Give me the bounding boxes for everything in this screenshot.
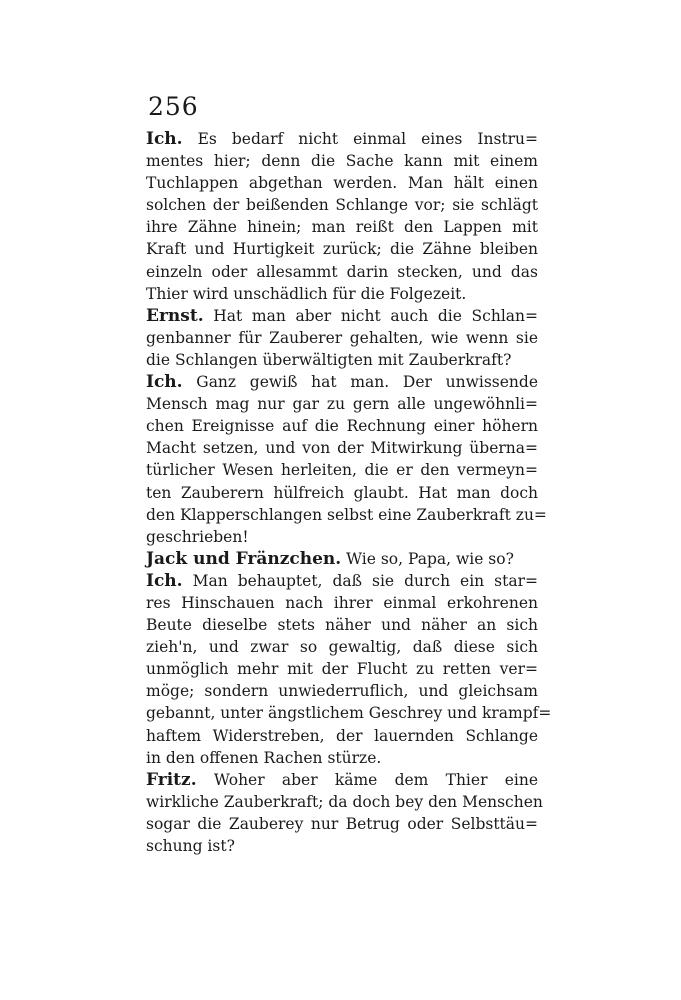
- text-line: [146, 415, 538, 437]
- paragraph: [146, 570, 552, 769]
- line-text: genbanner für Zauberer gehalten, wie wenn sie: [146, 328, 538, 347]
- text-line: [146, 283, 538, 305]
- line-text: Tuchlappen abgethan werden. Man hält einen: [146, 174, 538, 193]
- speaker-name: Jack und Fränzchen.: [146, 548, 342, 569]
- line-text: Mensch mag nur gar zu gern alle ungewöhnli=: [146, 395, 538, 414]
- text-line: [146, 835, 538, 857]
- text-line: [146, 393, 538, 415]
- text-line: [146, 172, 538, 194]
- line-text: Man behauptet, daß sie durch ein star=: [182, 571, 538, 590]
- line-text: möge; sondern unwiederruflich, und gleichsam: [146, 682, 538, 701]
- text-line: [146, 349, 538, 371]
- text-line: [146, 614, 538, 636]
- line-text: Woher aber käme dem Thier eine: [196, 770, 538, 789]
- line-text: ten Zauberern hülfreich glaubt. Hat man doch: [146, 483, 538, 502]
- line-text: haftem Widerstreben, der lauernden Schlange: [146, 726, 538, 745]
- speaker-name: Ernst.: [146, 305, 204, 326]
- speaker-name: Ich.: [146, 129, 183, 149]
- text-line: [146, 791, 543, 813]
- line-text: Wie so, Papa, wie so?: [341, 549, 514, 568]
- text-line: [146, 592, 538, 614]
- line-text: unmöglich mehr mit der Flucht zu retten ver=: [146, 660, 538, 679]
- line-text: Macht setzen, und von der Mitwirkung überna=: [146, 439, 538, 458]
- text-line: [146, 150, 538, 172]
- line-text: chen Ereignisse auf die Rechnung einer höhern: [146, 417, 538, 436]
- line-text: geschrieben!: [146, 527, 249, 546]
- text-line: [146, 570, 538, 592]
- line-text: gebannt, unter ängstlichem Geschrey und krampf=: [146, 704, 552, 723]
- text-line: [146, 482, 538, 504]
- line-text: ihre Zähne hinein; man reißt den Lappen mit: [146, 218, 538, 237]
- line-text: in den offenen Rachen stürze.: [146, 748, 382, 767]
- text-line: [146, 261, 538, 283]
- text-line: [146, 680, 538, 702]
- text-line: [146, 769, 538, 791]
- text-line: [146, 327, 538, 349]
- paragraph: [146, 128, 538, 305]
- line-text: türlicher Wesen herleiten, die er den vermeyn=: [146, 461, 538, 480]
- line-text: schung ist?: [146, 837, 235, 855]
- text-line: [146, 504, 547, 526]
- page-number: 256: [148, 92, 199, 121]
- line-text: mentes hier; denn die Sache kann mit einem: [146, 152, 538, 171]
- line-text: zieh'n, und zwar so gewaltig, daß diese sich: [146, 638, 538, 657]
- line-text: Ganz gewiß hat man. Der unwissende: [182, 373, 538, 392]
- speaker-name: Ich.: [146, 570, 183, 591]
- text-line: [146, 813, 538, 835]
- line-text: den Klapperschlangen selbst eine Zauberkraft zu=: [146, 505, 547, 524]
- line-text: sogar die Zauberey nur Betrug oder Selbsttäu=: [146, 814, 538, 833]
- line-text: Kraft und Hurtigkeit zurück; die Zähne bleiben: [146, 240, 538, 259]
- line-text: Es bedarf nicht einmal eines Instru=: [182, 130, 538, 148]
- paragraph: [146, 371, 547, 548]
- text-line: [146, 658, 538, 680]
- text-line: [146, 238, 538, 260]
- line-text: Thier wird unschädlich für die Folgezeit.: [146, 284, 467, 303]
- text-line: [146, 305, 538, 327]
- line-text: einzeln oder allesammt darin stecken, und das: [146, 262, 538, 281]
- paragraph: [146, 548, 538, 570]
- text-line: [146, 548, 538, 570]
- body-text: [146, 128, 552, 857]
- text-line: [146, 526, 538, 548]
- text-line: [146, 216, 538, 238]
- line-text: Hat man aber nicht auch die Schlan=: [203, 306, 538, 325]
- text-line: [146, 128, 538, 150]
- line-text: die Schlangen überwältigten mit Zauberkraft?: [146, 350, 512, 369]
- paragraph: [146, 305, 538, 371]
- text-line: [146, 437, 538, 459]
- line-text: solchen der beißenden Schlange vor; sie schlägt: [146, 196, 538, 215]
- text-line: [146, 725, 538, 747]
- speaker-name: Fritz.: [146, 769, 197, 790]
- text-line: [146, 371, 538, 393]
- text-line: [146, 194, 538, 216]
- text-line: [146, 459, 538, 481]
- line-text: Beute dieselbe stets näher und näher an sich: [146, 616, 538, 635]
- speaker-name: Ich.: [146, 372, 183, 393]
- line-text: res Hinschauen nach ihrer einmal erkohrenen: [146, 593, 538, 612]
- paragraph: [146, 769, 543, 857]
- line-text: wirkliche Zauberkraft; da doch bey den Menschen: [146, 792, 543, 811]
- text-line: [146, 636, 538, 658]
- text-line: [146, 702, 552, 724]
- text-line: [146, 747, 538, 769]
